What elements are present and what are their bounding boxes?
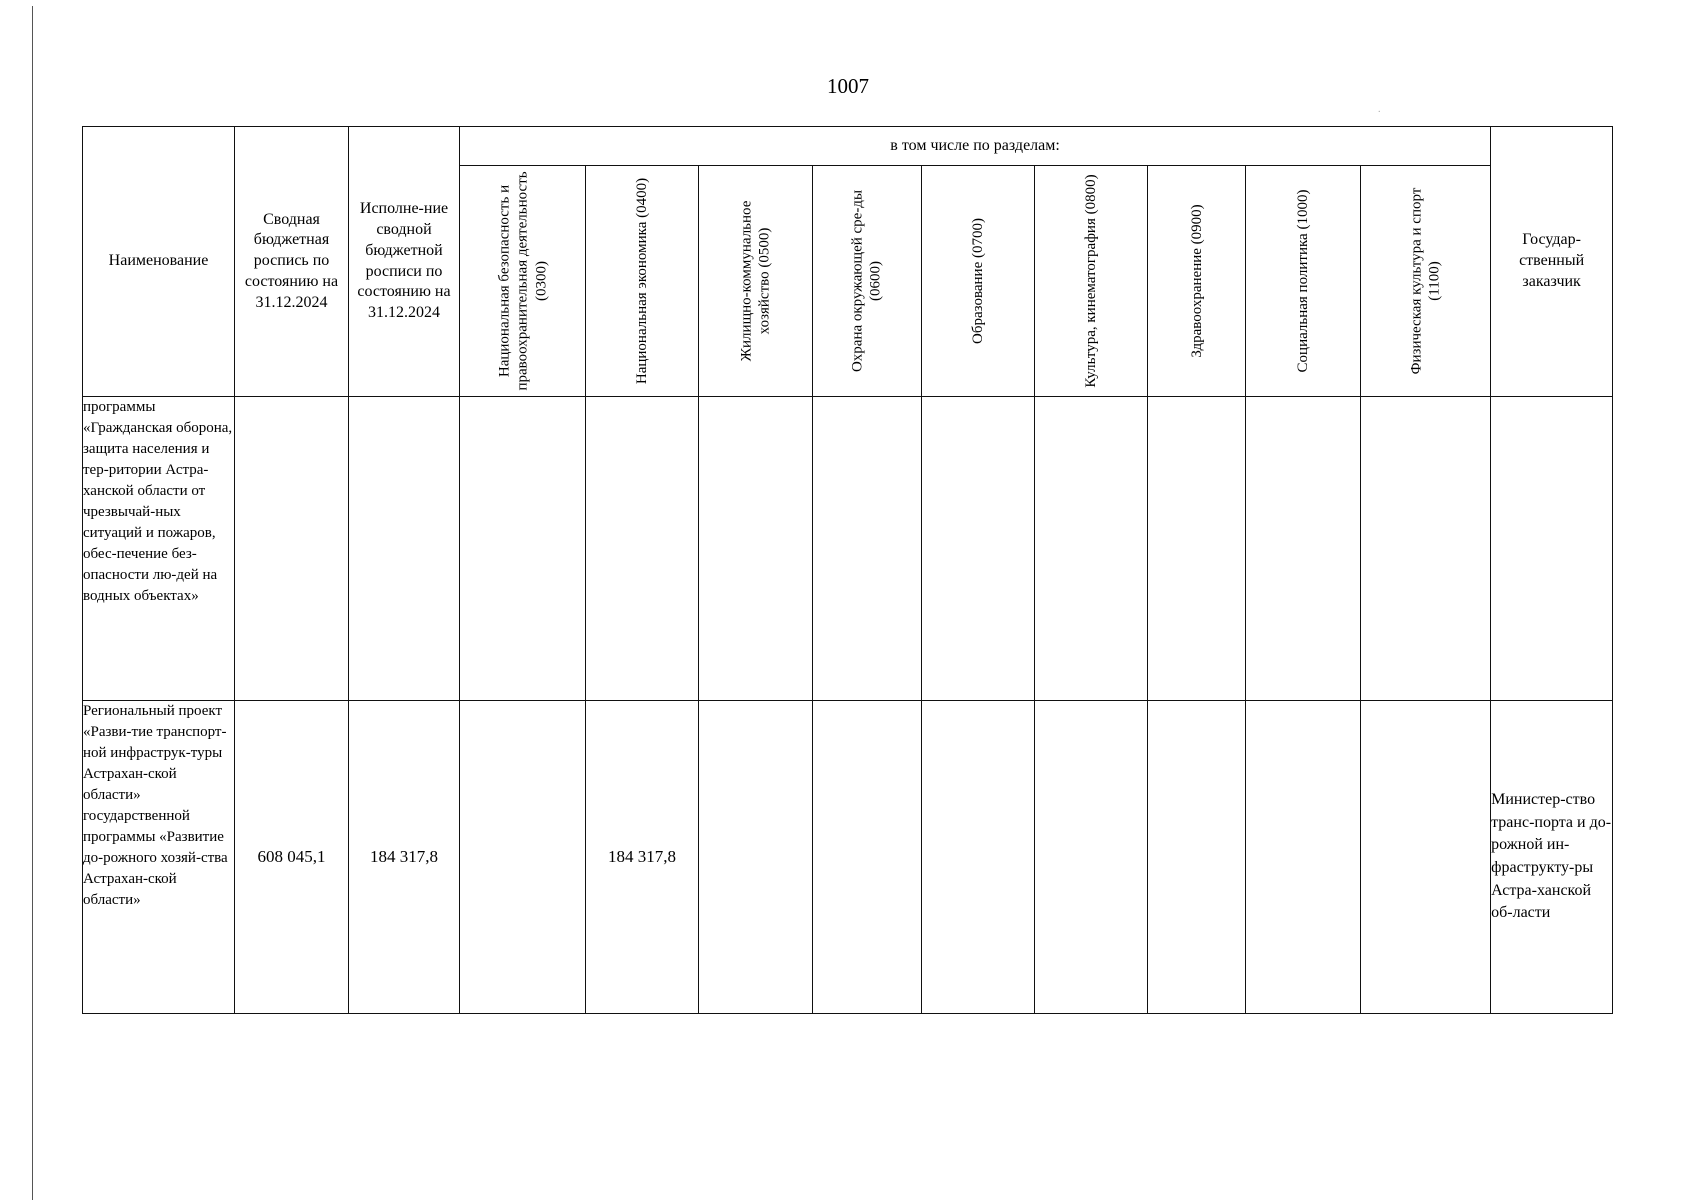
row-section-0600 [813,701,922,1014]
header-budget: Сводная бюджетная роспись по состоянию на 31.12.2024 [235,127,349,397]
header-section-0900 [1148,166,1246,397]
row-section-0900 [1148,701,1246,1014]
header-row-1 [83,127,1613,166]
header-section-0400 [586,166,699,397]
header-section-label: Здравоохранение (0900) [1188,204,1205,358]
header-section-1000 [1246,166,1361,397]
header-section-0800 [1035,166,1148,397]
table-row [83,701,1613,1014]
header-section-0600 [813,166,922,397]
header-section-label: Физическая культура и спорт (1100) [1408,187,1443,375]
row-section-1000 [1246,701,1361,1014]
row-section-1000 [1246,397,1361,701]
row-customer: Министер-ство транс-порта и до-рожной ин-фраструкту-ры Астра-ханской об-ласти [1491,701,1613,1014]
row-execution [349,397,460,701]
header-section-label: Охрана окружающей сре-ды (0600) [849,189,884,373]
row-section-0700 [922,397,1035,701]
header-section-label: Образование (0700) [969,218,986,344]
header-section-0500 [699,166,813,397]
row-customer [1491,397,1613,701]
header-section-0300 [460,166,586,397]
left-margin-line [32,6,33,1200]
header-section-label: Национальная экономика (0400) [633,177,650,385]
row-section-0800 [1035,701,1148,1014]
header-name: Наименование [83,127,235,397]
row-budget [235,397,349,701]
row-section-0400: 184 317,8 [586,701,699,1014]
row-section-1100 [1361,701,1491,1014]
row-name: программы «Гражданская оборона, защита населения и тер-ритории Астра-ханской области от чрезвычай-ных ситуаций и пожаров, обес-печение без-опасности лю-дей на водных объектах» [83,397,235,701]
row-section-0900 [1148,397,1246,701]
header-customer: Государ-ственный заказчик [1491,127,1613,397]
row-section-0300 [460,701,586,1014]
header-section-label: Национальная безопасность и правоохранительная деятельность (0300) [496,171,549,391]
page-number: 1007 [827,74,869,98]
header-section-0700 [922,166,1035,397]
row-section-0700 [922,701,1035,1014]
header-section-label: Жилищно-коммунальное хозяйство (0500) [738,200,773,362]
header-section-label: Культура, кинематография (0800) [1082,174,1099,388]
table-row [83,397,1613,701]
row-section-0500 [699,397,813,701]
budget-table [82,126,1613,1014]
row-section-0300 [460,397,586,701]
header-sections-group: в том числе по разделам: [460,127,1491,166]
header-section-label: Социальная политика (1000) [1294,189,1311,373]
row-budget: 608 045,1 [235,701,349,1014]
row-section-0600 [813,397,922,701]
row-section-0800 [1035,397,1148,701]
row-section-0500 [699,701,813,1014]
scan-mark: . [1378,104,1381,115]
row-execution: 184 317,8 [349,701,460,1014]
row-name: Региональный проект «Разви-тие транспорт-ной инфраструк-туры Астрахан-ской области» государственной программы «Развитие до-рожного хозяй-ства Астрахан-ской области» [83,701,235,1014]
header-execution: Исполне-ние сводной бюджетной росписи по состоянию на 31.12.2024 [349,127,460,397]
header-section-1100 [1361,166,1491,397]
row-section-0400 [586,397,699,701]
row-section-1100 [1361,397,1491,701]
